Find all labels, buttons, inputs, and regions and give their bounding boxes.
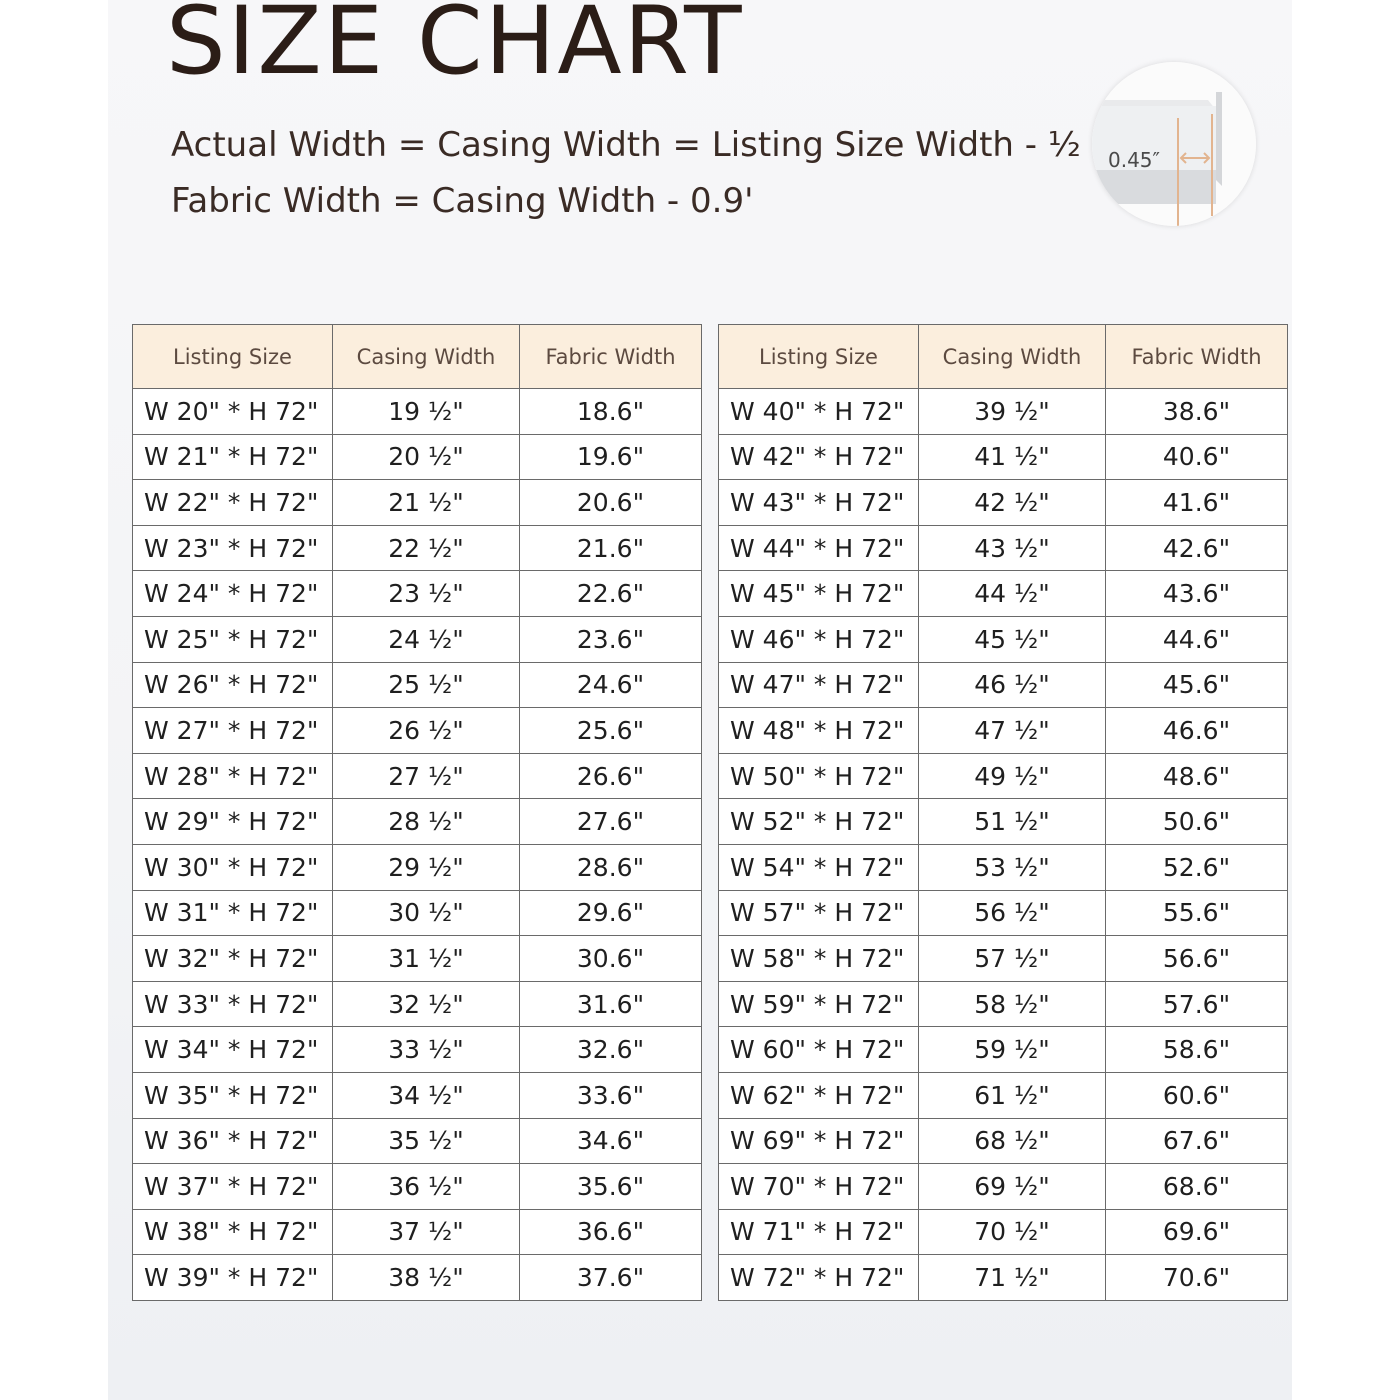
table-row (719, 890, 1288, 936)
fabric-width-cell: 28.6" (520, 844, 702, 890)
fabric-width-cell: 20.6" (520, 480, 702, 526)
listing-size-cell: W 39" * H 72" (133, 1255, 333, 1301)
casing-width-cell: 23 ½" (333, 571, 520, 617)
table-row (133, 844, 702, 890)
table-row (719, 434, 1288, 480)
header-listing-size: Listing Size (133, 325, 333, 389)
casing-width-cell: 59 ½" (919, 1027, 1106, 1073)
listing-size-cell: W 24" * H 72" (133, 571, 333, 617)
listing-size-cell: W 22" * H 72" (133, 480, 333, 526)
casing-width-cell: 38 ½" (333, 1255, 520, 1301)
table-row (133, 753, 702, 799)
table-row (719, 525, 1288, 571)
casing-width-cell: 42 ½" (919, 480, 1106, 526)
casing-width-cell: 41 ½" (919, 434, 1106, 480)
table-row (719, 1072, 1288, 1118)
listing-size-cell: W 34" * H 72" (133, 1027, 333, 1073)
size-table-left (132, 324, 702, 1301)
listing-size-cell: W 35" * H 72" (133, 1072, 333, 1118)
fabric-width-cell: 35.6" (520, 1164, 702, 1210)
casing-width-cell: 58 ½" (919, 981, 1106, 1027)
fabric-width-cell: 60.6" (1106, 1072, 1288, 1118)
fabric-width-cell: 70.6" (1106, 1255, 1288, 1301)
table-row (133, 1072, 702, 1118)
fabric-width-cell: 46.6" (1106, 708, 1288, 754)
table-row (133, 525, 702, 571)
listing-size-cell: W 52" * H 72" (719, 799, 919, 845)
casing-detail-image (1092, 62, 1256, 226)
casing-width-cell: 68 ½" (919, 1118, 1106, 1164)
fabric-width-cell: 26.6" (520, 753, 702, 799)
fabric-width-cell: 27.6" (520, 799, 702, 845)
fabric-width-cell: 67.6" (1106, 1118, 1288, 1164)
fabric-width-cell: 29.6" (520, 890, 702, 936)
listing-size-cell: W 32" * H 72" (133, 936, 333, 982)
casing-width-cell: 19 ½" (333, 389, 520, 435)
fabric-width-cell: 41.6" (1106, 480, 1288, 526)
fabric-width-cell: 50.6" (1106, 799, 1288, 845)
listing-size-cell: W 71" * H 72" (719, 1209, 919, 1255)
casing-width-cell: 32 ½" (333, 981, 520, 1027)
casing-width-cell: 45 ½" (919, 616, 1106, 662)
casing-width-cell: 33 ½" (333, 1027, 520, 1073)
listing-size-cell: W 43" * H 72" (719, 480, 919, 526)
listing-size-cell: W 23" * H 72" (133, 525, 333, 571)
formula-actual-width: Actual Width = Casing Width = Listing Size Width - ½ (171, 125, 1081, 165)
table-row (719, 389, 1288, 435)
casing-width-cell: 37 ½" (333, 1209, 520, 1255)
casing-width-cell: 21 ½" (333, 480, 520, 526)
header-casing-width: Casing Width (333, 325, 520, 389)
table-row (719, 1118, 1288, 1164)
listing-size-cell: W 27" * H 72" (133, 708, 333, 754)
casing-width-cell: 35 ½" (333, 1118, 520, 1164)
casing-width-cell: 46 ½" (919, 662, 1106, 708)
listing-size-cell: W 25" * H 72" (133, 616, 333, 662)
fabric-width-cell: 45.6" (1106, 662, 1288, 708)
listing-size-cell: W 50" * H 72" (719, 753, 919, 799)
casing-width-cell: 25 ½" (333, 662, 520, 708)
fabric-width-cell: 43.6" (1106, 571, 1288, 617)
header-listing-size: Listing Size (719, 325, 919, 389)
fabric-width-cell: 40.6" (1106, 434, 1288, 480)
fabric-width-cell: 36.6" (520, 1209, 702, 1255)
table-row (719, 753, 1288, 799)
listing-size-cell: W 37" * H 72" (133, 1164, 333, 1210)
table-row (133, 1164, 702, 1210)
listing-size-cell: W 54" * H 72" (719, 844, 919, 890)
fabric-width-cell: 55.6" (1106, 890, 1288, 936)
fabric-width-cell: 42.6" (1106, 525, 1288, 571)
casing-width-cell: 27 ½" (333, 753, 520, 799)
table-row (719, 936, 1288, 982)
table-row (719, 1027, 1288, 1073)
listing-size-cell: W 72" * H 72" (719, 1255, 919, 1301)
casing-width-cell: 29 ½" (333, 844, 520, 890)
fabric-width-cell: 18.6" (520, 389, 702, 435)
fabric-width-cell: 22.6" (520, 571, 702, 617)
casing-illustration (1092, 62, 1256, 226)
table-row (719, 480, 1288, 526)
table-row (719, 1255, 1288, 1301)
table-row (133, 389, 702, 435)
casing-width-cell: 39 ½" (919, 389, 1106, 435)
fabric-width-cell: 33.6" (520, 1072, 702, 1118)
fabric-width-cell: 44.6" (1106, 616, 1288, 662)
casing-width-cell: 31 ½" (333, 936, 520, 982)
table-header-row (719, 325, 1288, 389)
table-row (719, 799, 1288, 845)
casing-width-cell: 28 ½" (333, 799, 520, 845)
casing-width-cell: 57 ½" (919, 936, 1106, 982)
table-row (719, 1164, 1288, 1210)
listing-size-cell: W 46" * H 72" (719, 616, 919, 662)
table-row (133, 799, 702, 845)
listing-size-cell: W 47" * H 72" (719, 662, 919, 708)
table-row (133, 1027, 702, 1073)
listing-size-cell: W 30" * H 72" (133, 844, 333, 890)
header-fabric-width: Fabric Width (1106, 325, 1288, 389)
table-row (719, 844, 1288, 890)
casing-width-cell: 47 ½" (919, 708, 1106, 754)
casing-width-cell: 69 ½" (919, 1164, 1106, 1210)
fabric-width-cell: 68.6" (1106, 1164, 1288, 1210)
table-row (133, 571, 702, 617)
fabric-width-cell: 25.6" (520, 708, 702, 754)
listing-size-cell: W 62" * H 72" (719, 1072, 919, 1118)
listing-size-cell: W 69" * H 72" (719, 1118, 919, 1164)
listing-size-cell: W 45" * H 72" (719, 571, 919, 617)
listing-size-cell: W 29" * H 72" (133, 799, 333, 845)
table-row (133, 1118, 702, 1164)
table-row (133, 616, 702, 662)
casing-width-cell: 51 ½" (919, 799, 1106, 845)
table-row (133, 480, 702, 526)
casing-width-cell: 53 ½" (919, 844, 1106, 890)
table-row (719, 662, 1288, 708)
casing-width-cell: 43 ½" (919, 525, 1106, 571)
casing-width-cell: 20 ½" (333, 434, 520, 480)
fabric-width-cell: 48.6" (1106, 753, 1288, 799)
formula-fabric-width: Fabric Width = Casing Width - 0.9' (171, 181, 754, 221)
listing-size-cell: W 26" * H 72" (133, 662, 333, 708)
table-row (133, 936, 702, 982)
listing-size-cell: W 31" * H 72" (133, 890, 333, 936)
listing-size-cell: W 33" * H 72" (133, 981, 333, 1027)
listing-size-cell: W 44" * H 72" (719, 525, 919, 571)
listing-size-cell: W 57" * H 72" (719, 890, 919, 936)
table-row (133, 981, 702, 1027)
page-title: SIZE CHART (166, 0, 744, 96)
casing-width-cell: 61 ½" (919, 1072, 1106, 1118)
listing-size-cell: W 42" * H 72" (719, 434, 919, 480)
casing-width-cell: 30 ½" (333, 890, 520, 936)
listing-size-cell: W 60" * H 72" (719, 1027, 919, 1073)
fabric-width-cell: 38.6" (1106, 389, 1288, 435)
fabric-width-cell: 21.6" (520, 525, 702, 571)
fabric-width-cell: 34.6" (520, 1118, 702, 1164)
table-row (133, 1209, 702, 1255)
table-row (133, 890, 702, 936)
fabric-width-cell: 57.6" (1106, 981, 1288, 1027)
casing-width-cell: 70 ½" (919, 1209, 1106, 1255)
table-row (719, 981, 1288, 1027)
fabric-width-cell: 30.6" (520, 936, 702, 982)
listing-size-cell: W 70" * H 72" (719, 1164, 919, 1210)
listing-size-cell: W 20" * H 72" (133, 389, 333, 435)
casing-width-cell: 56 ½" (919, 890, 1106, 936)
table-row (133, 708, 702, 754)
fabric-width-cell: 23.6" (520, 616, 702, 662)
casing-width-cell: 49 ½" (919, 753, 1106, 799)
listing-size-cell: W 21" * H 72" (133, 434, 333, 480)
fabric-width-cell: 69.6" (1106, 1209, 1288, 1255)
listing-size-cell: W 59" * H 72" (719, 981, 919, 1027)
fabric-width-cell: 19.6" (520, 434, 702, 480)
header-casing-width: Casing Width (919, 325, 1106, 389)
fabric-width-cell: 52.6" (1106, 844, 1288, 890)
size-table-right (718, 324, 1288, 1301)
casing-width-cell: 24 ½" (333, 616, 520, 662)
casing-width-cell: 34 ½" (333, 1072, 520, 1118)
listing-size-cell: W 36" * H 72" (133, 1118, 333, 1164)
fabric-width-cell: 32.6" (520, 1027, 702, 1073)
fabric-width-cell: 56.6" (1106, 936, 1288, 982)
casing-width-cell: 36 ½" (333, 1164, 520, 1210)
listing-size-cell: W 58" * H 72" (719, 936, 919, 982)
fabric-width-cell: 24.6" (520, 662, 702, 708)
table-row (133, 434, 702, 480)
fabric-width-cell: 58.6" (1106, 1027, 1288, 1073)
listing-size-cell: W 38" * H 72" (133, 1209, 333, 1255)
fabric-width-cell: 31.6" (520, 981, 702, 1027)
table-row (719, 571, 1288, 617)
listing-size-cell: W 48" * H 72" (719, 708, 919, 754)
listing-size-cell: W 40" * H 72" (719, 389, 919, 435)
casing-width-cell: 26 ½" (333, 708, 520, 754)
header-fabric-width: Fabric Width (520, 325, 702, 389)
casing-width-cell: 71 ½" (919, 1255, 1106, 1301)
casing-width-cell: 22 ½" (333, 525, 520, 571)
table-row (133, 1255, 702, 1301)
table-row (719, 616, 1288, 662)
casing-width-cell: 44 ½" (919, 571, 1106, 617)
listing-size-cell: W 28" * H 72" (133, 753, 333, 799)
table-row (133, 662, 702, 708)
fabric-width-cell: 37.6" (520, 1255, 702, 1301)
casing-measurement-label: 0.45″ (1108, 148, 1161, 172)
table-row (719, 708, 1288, 754)
table-header-row (133, 325, 702, 389)
table-row (719, 1209, 1288, 1255)
